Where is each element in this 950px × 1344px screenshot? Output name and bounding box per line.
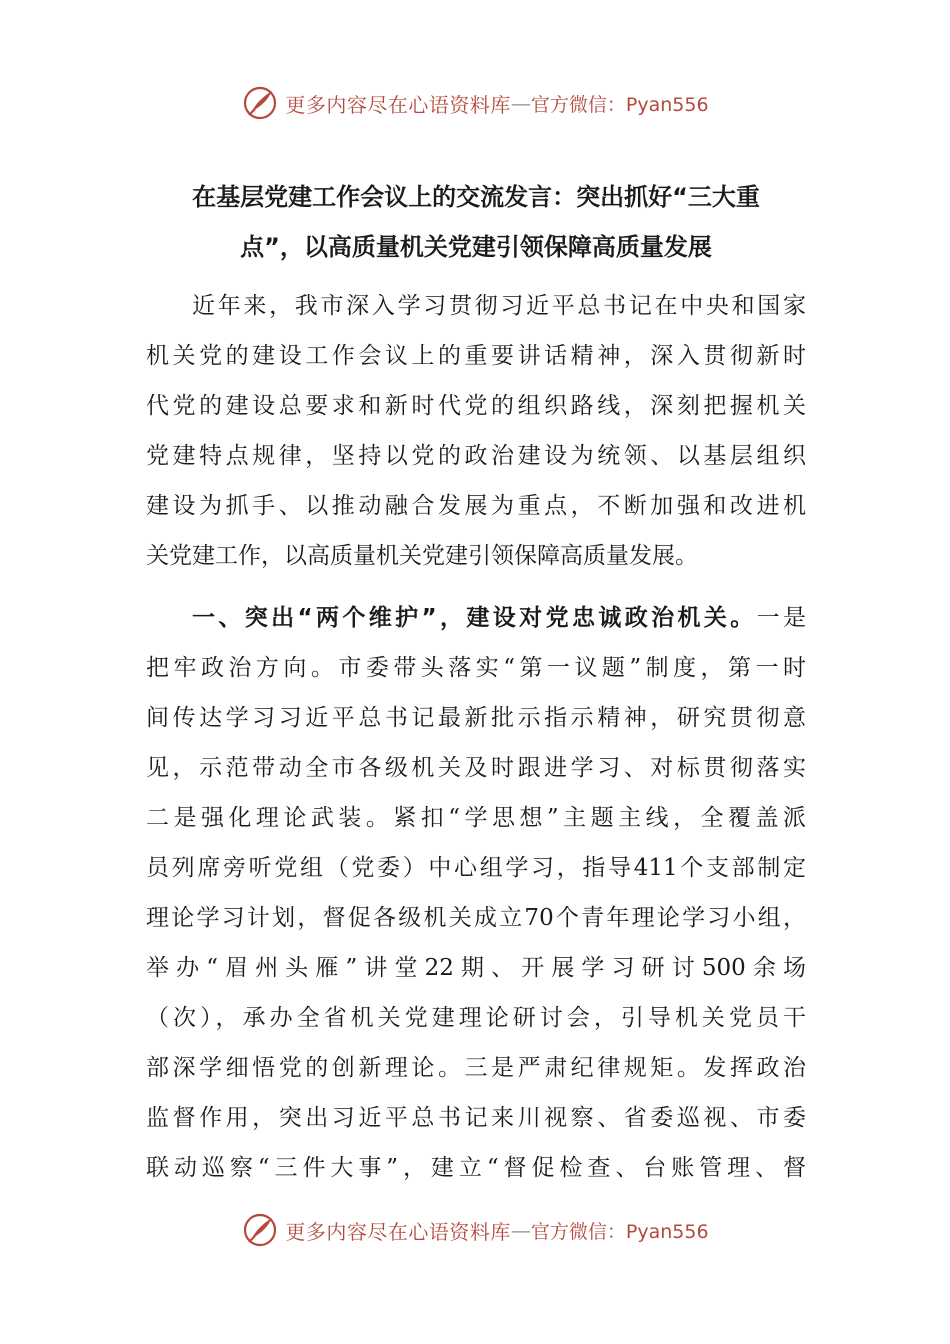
text-line: 机关党的建设工作会议上的重要讲话精神，深入贯彻新时 bbox=[146, 343, 806, 369]
quill-logo-icon bbox=[241, 1211, 279, 1249]
paragraph-intro bbox=[146, 281, 806, 581]
text-line: 见，示范带动全市各级机关及时跟进学习、对标贯彻落实 bbox=[146, 755, 806, 781]
header-watermark-banner bbox=[0, 83, 950, 123]
banner-separator: — bbox=[510, 1218, 531, 1242]
quill-logo-icon bbox=[241, 84, 279, 122]
banner-text: 更多内容尽在心语资料库 bbox=[285, 92, 511, 117]
text-line: 联动巡察“三件大事”，建立“督促检查、台账管理、督 bbox=[146, 1155, 806, 1181]
banner-text: 更多内容尽在心语资料库 bbox=[285, 1219, 511, 1244]
section-heading: 一、突出“两个维护”，建设对党忠诚政治机关。 bbox=[192, 605, 757, 631]
text-line: 部深学细悟党的创新理论。三是严肃纪律规矩。发挥政治 bbox=[146, 1055, 806, 1081]
paragraph-section-1 bbox=[146, 593, 806, 1193]
text-line: 关党建工作，以高质量机关党建引领保障高质量发展。 bbox=[146, 543, 698, 569]
banner-contact: 官方微信：Pyan556 bbox=[530, 93, 709, 116]
footer-watermark-banner bbox=[0, 1210, 950, 1250]
banner-separator: — bbox=[510, 91, 531, 115]
text-line: （次），承办全省机关党建理论研讨会，引导机关党员干 bbox=[146, 1005, 806, 1031]
text-line: 员列席旁听党组（党委）中心组学习，指导411个支部制定 bbox=[146, 855, 806, 881]
section-first-line bbox=[146, 593, 806, 643]
text-line: 党建特点规律，坚持以党的政治建设为统领、以基层组织 bbox=[146, 443, 806, 469]
text-line: 把牢政治方向。市委带头落实“第一议题”制度，第一时 bbox=[146, 655, 806, 681]
banner-contact: 官方微信：Pyan556 bbox=[530, 1220, 709, 1243]
text-line: 监督作用，突出习近平总书记来川视察、省委巡视、市委 bbox=[146, 1105, 806, 1131]
text-line: 近年来，我市深入学习贯彻习近平总书记在中央和国家 bbox=[192, 293, 806, 319]
text-line: 举办“眉州头雁”讲堂22期、开展学习研讨500余场 bbox=[146, 955, 806, 981]
text-line: 理论学习计划，督促各级机关成立70个青年理论学习小组， bbox=[146, 905, 806, 931]
text-line: 间传达学习习近平总书记最新批示指示精神，研究贯彻意 bbox=[146, 705, 806, 731]
text-line: 代党的建设总要求和新时代党的组织路线，深刻把握机关 bbox=[146, 393, 806, 419]
title-line: 在基层党建工作会议上的交流发言：突出抓好“三大重 bbox=[192, 183, 760, 211]
section-first-line-rest: 一是 bbox=[756, 605, 807, 631]
document-title bbox=[146, 172, 806, 272]
text-line: 二是强化理论武装。紧扣“学思想”主题主线，全覆盖派 bbox=[146, 805, 806, 831]
text-line: 建设为抓手、以推动融合发展为重点，不断加强和改进机 bbox=[146, 493, 806, 519]
title-line: 点”，以高质量机关党建引领保障高质量发展 bbox=[240, 233, 712, 261]
